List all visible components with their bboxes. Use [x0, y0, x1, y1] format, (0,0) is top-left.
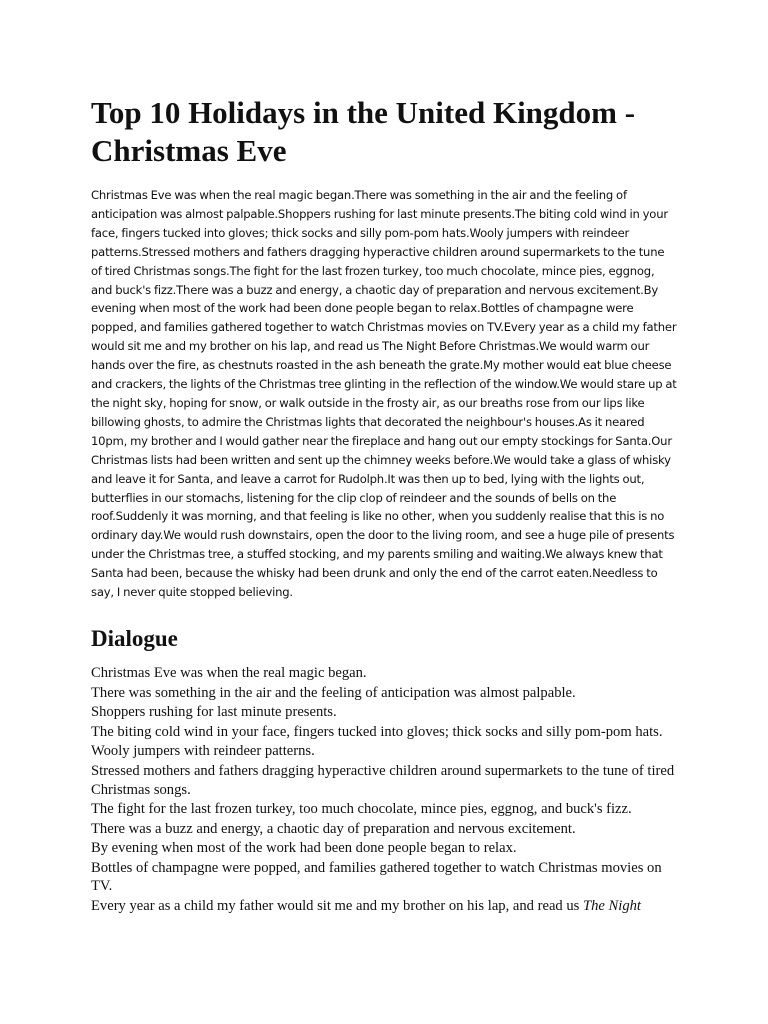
dialogue-list: [91, 664, 677, 916]
dialogue-line: Wooly jumpers with reindeer patterns.: [91, 743, 315, 760]
dialogue-line-last: [91, 897, 677, 916]
dialogue-line: Bottles of champagne were popped, and families gathered together to watch Christmas movies on TV.: [91, 859, 662, 895]
dialogue-line: There was something in the air and the feeling of anticipation was almost palpable.: [91, 684, 576, 701]
book-title-italic: The Night: [583, 898, 641, 915]
dialogue-line: The biting cold wind in your face, fingers tucked into gloves; thick socks and silly pom-pom hats.: [91, 723, 663, 740]
dialogue-heading: Dialogue: [91, 625, 178, 651]
page-title: Top 10 Holidays in the United Kingdom - Christmas Eve: [91, 95, 636, 168]
dialogue-line: Christmas Eve was when the real magic began.: [91, 664, 367, 681]
intro-paragraph: Christmas Eve was when the real magic began.There was something in the air and the feeling of anticipation was almost palpable.Shoppers rushing for last minute presents.The biting cold wind in your face, fingers tucked into gloves; thick socks and silly pom-pom hats.Wooly jumpers with reindeer patterns.Stressed mothers and fathers dragging hyperactive children around supermarkets to the tune of tired Christmas songs.The fight for the last frozen turkey, too much chocolate, mince pies, eggnog, and buck's fizz.There was a buzz and energy, a chaotic day of preparation and nervous excitement.By evening when most of the work had been done people began to relax.Bottles of champagne were popped, and families gathered together to watch Christmas movies on TV.Every year as a child my father would sit me and my brother on his lap, and read us The Night Before Christmas.We would warm our hands over the fire, as chestnuts roasted in the ash beneath the grate.My mother would eat blue cheese and crackers, the lights of the Christmas tree glinting in the reflection of the window.We would stare up at the night sky, hoping for snow, or walk outside in the frosty air, as our breaths rose from our lips like billowing ghosts, to admire the Christmas lights that decorated the neighbour's houses.As it neared 10pm, my brother and I would gather near the fireplace and hang out our empty stockings for Santa.Our Christmas lists had been written and sent up the chimney weeks before.We would take a glass of whisky and leave it for Santa, and leave a carrot for Rudolph.It was then up to bed, lying with the lights out, butterflies in our stomachs, listening for the clip clop of reindeer and the sounds of bells on the roof.Suddenly it was morning, and that feeling is like no other, when you suddenly realise that this is no ordinary day.We would rush downstairs, open the door to the living room, and see a huge pile of presents under the Christmas tree, a stuffed stocking, and my parents smiling and waiting.We always knew that Santa had been, because the whisky had been drunk and only the end of the carrot eaten.Needless to say, I never quite stopped believing.: [91, 188, 677, 600]
dialogue-line: Shoppers rushing for last minute presents.: [91, 704, 337, 721]
dialogue-line: Stressed mothers and fathers dragging hyperactive children around supermarkets to the tune of tired Christmas songs.: [91, 762, 675, 798]
dialogue-line-text: Every year as a child my father would sit me and my brother on his lap, and read us: [91, 898, 583, 915]
dialogue-line: There was a buzz and energy, a chaotic day of preparation and nervous excitement.: [91, 820, 576, 837]
dialogue-line: The fight for the last frozen turkey, too much chocolate, mince pies, eggnog, and buck's fizz.: [91, 801, 632, 818]
document-content: [91, 94, 677, 917]
dialogue-line: By evening when most of the work had been done people began to relax.: [91, 840, 517, 857]
